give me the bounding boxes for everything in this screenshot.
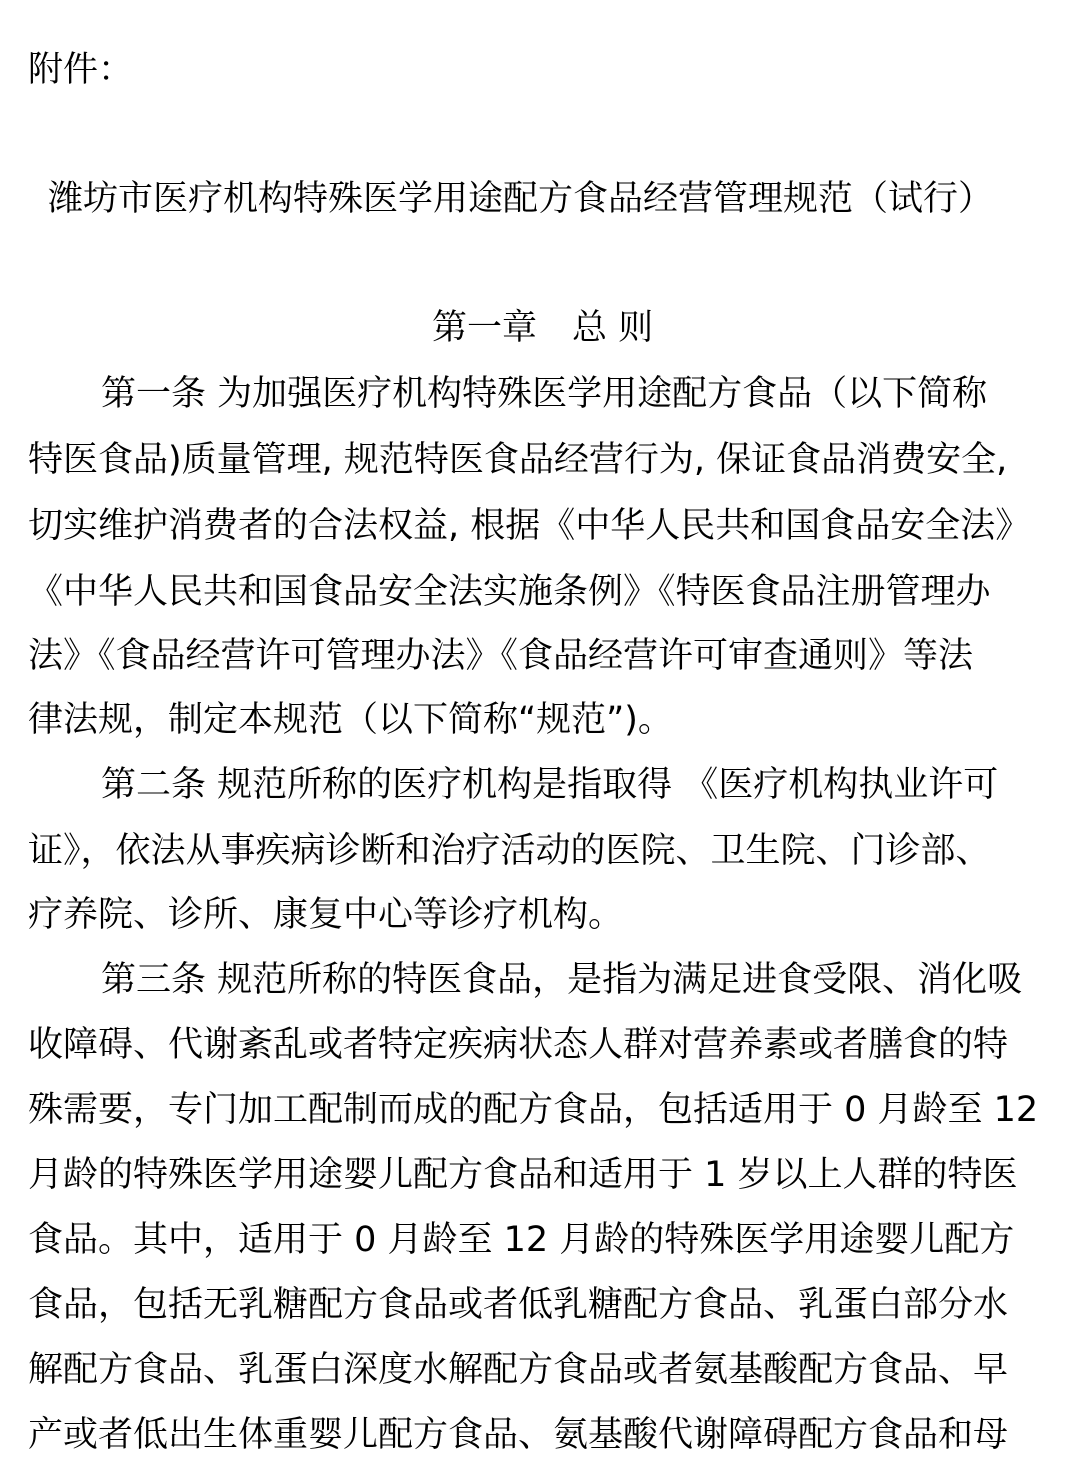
article-1-line: 律法规，制定本规范（以下简称“规范”)。 [28,700,673,740]
chapter-heading: 第一章 总 则 [432,308,654,348]
attachment-label: 附件： [28,50,134,90]
article-3-line: 第三条 规范所称的特医食品，是指为满足进食受限、消化吸 [101,960,1023,1000]
document-title: 潍坊市医疗机构特殊医学用途配方食品经营管理规范（试行） [48,179,994,219]
article-1-line: 特医食品)质量管理, 规范特医食品经营行为, 保证食品消费安全, [28,440,1008,480]
article-3-line: 殊需要，专门加工配制而成的配方食品，包括适用于 0 月龄至 12 [28,1090,1039,1130]
article-1-line: 第一条 为加强医疗机构特殊医学用途配方食品（以下简称 [101,374,988,414]
article-1-line: 《中华人民共和国食品安全法实施条例》《特医食品注册管理办 [28,572,991,612]
article-3-line: 收障碍、代谢紊乱或者特定疾病状态人群对营养素或者膳食的特 [28,1025,1009,1065]
article-2-line: 第二条 规范所称的医疗机构是指取得 《医疗机构执业许可 [101,765,999,805]
article-3-line: 月龄的特殊医学用途婴儿配方食品和适用于 1 岁以上人群的特医 [28,1155,1018,1195]
article-2-line: 疗养院、诊所、康复中心等诊疗机构。 [28,895,624,935]
article-3-line: 产或者低出生体重婴儿配方食品、氨基酸代谢障碍配方食品和母 [28,1415,1009,1455]
article-1-line: 切实维护消费者的合法权益, 根据《中华人民共和国食品安全法》 [28,506,1031,546]
article-1-line: 法》《食品经营许可管理办法》《食品经营许可审查通则》等法 [28,636,974,676]
article-3-line: 食品，包括无乳糖配方食品或者低乳糖配方食品、乳蛋白部分水 [28,1285,1009,1325]
article-2-line: 证》，依法从事疾病诊断和治疗活动的医院、卫生院、门诊部、 [28,831,991,871]
article-3-line: 解配方食品、乳蛋白深度水解配方食品或者氨基酸配方食品、早 [28,1350,1009,1390]
article-3-line: 食品。其中，适用于 0 月龄至 12 月龄的特殊医学用途婴儿配方 [28,1220,1015,1260]
